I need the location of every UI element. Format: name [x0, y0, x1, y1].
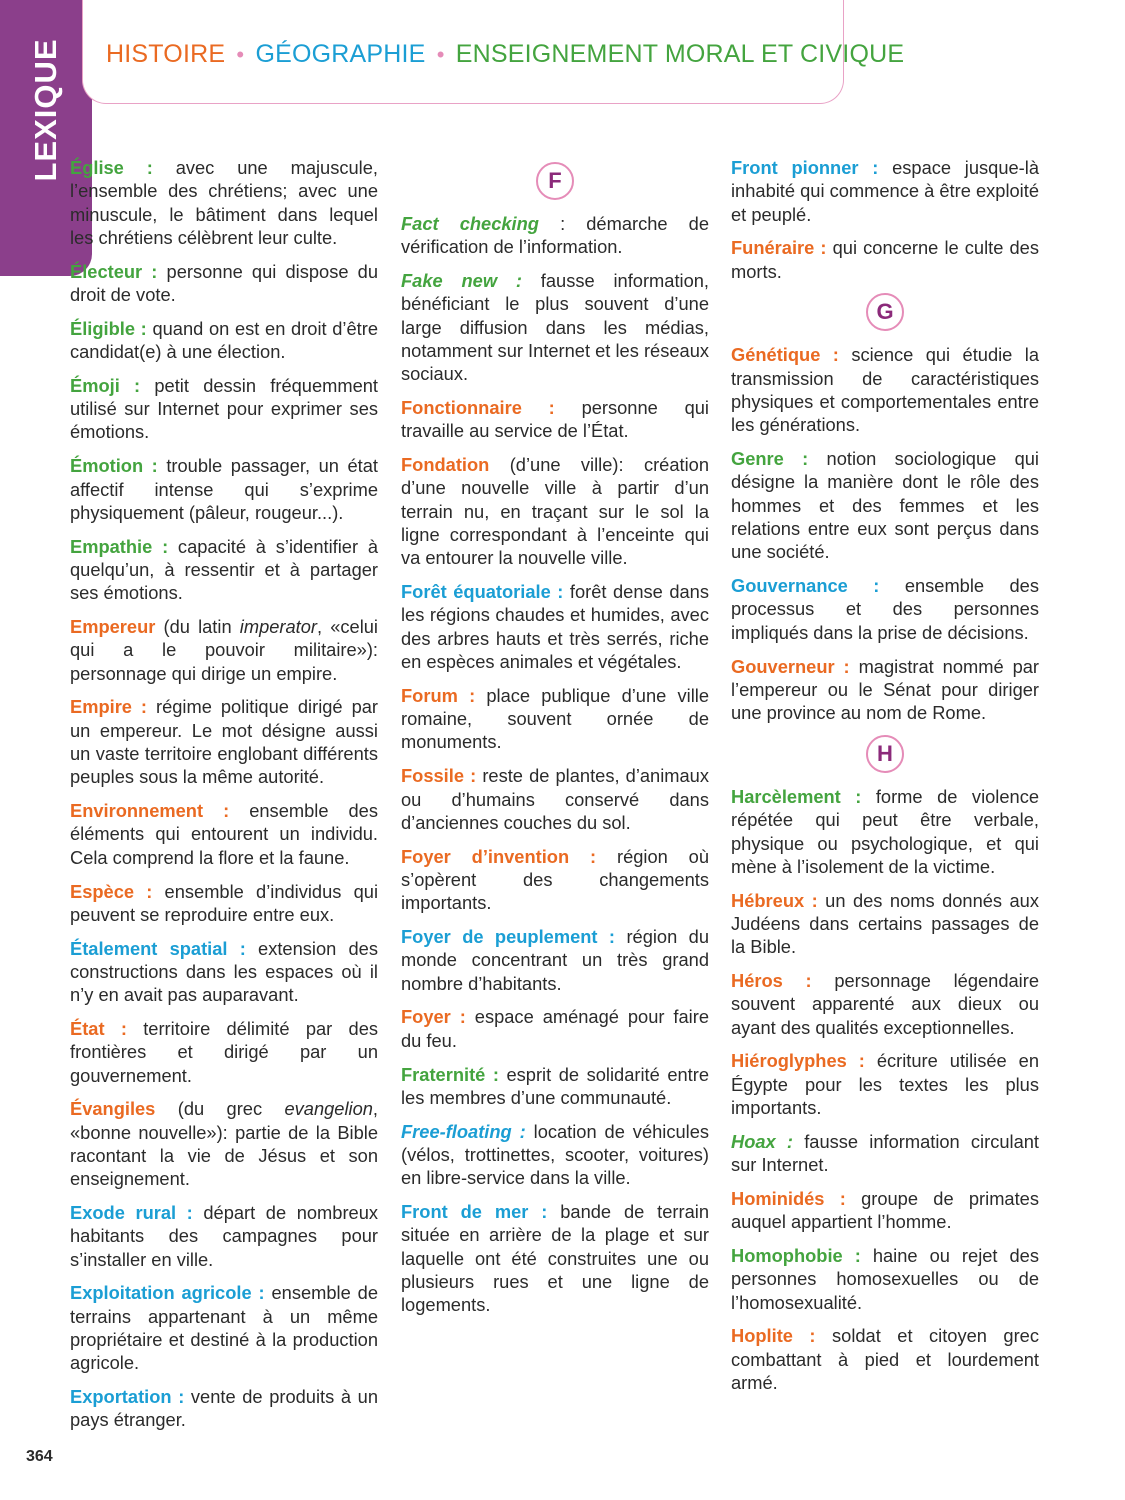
glossary-term: Foyer de peuplement : [401, 926, 616, 948]
glossary-entry [401, 396, 709, 443]
title-separator: • [236, 42, 245, 67]
glossary-term: Fraternité : [401, 1063, 499, 1085]
glossary-term: Forum : [401, 684, 476, 706]
glossary-entry [731, 1049, 1039, 1119]
glossary-entry [731, 1130, 1039, 1177]
glossary-definition: ensemble des éléments qui entourent un individu. Cela comprend la flore et la faune. [70, 800, 378, 868]
glossary-term: Genre : [731, 448, 809, 470]
glossary-column-1 [70, 156, 378, 1442]
glossary-definition: groupe de primates auquel appartient l’homme. [731, 1187, 1039, 1233]
glossary-entry [401, 925, 709, 995]
glossary-definition: capacité à s’identifier à quelqu’un, à ressentir et à partager ses émotions. [70, 535, 378, 604]
glossary-entry [70, 1017, 378, 1087]
glossary-term: Exportation : [70, 1386, 185, 1408]
glossary-definition: (du latin [155, 616, 240, 638]
glossary-entry [70, 317, 378, 364]
glossary-definition: ensemble de terrains appartenant à un même propriétaire et destiné à la production agricole. [70, 1282, 379, 1374]
glossary-definition: personne qui travaille au service de l’État. [401, 397, 709, 442]
glossary-term: Émotion : [70, 455, 158, 477]
glossary-definition: personne qui dispose du droit de vote. [70, 260, 378, 305]
glossary-definition: fausse information circulant sur Internet. [731, 1130, 1039, 1176]
glossary-column-2 [401, 156, 709, 1327]
glossary-term: Hoax : [731, 1130, 793, 1152]
glossary-term: Empathie : [70, 535, 169, 557]
glossary-term: Hoplite : [731, 1325, 816, 1347]
glossary-term: Émoji : [70, 374, 141, 396]
glossary-entry [401, 764, 709, 834]
glossary-term: Homophobie : [731, 1244, 861, 1266]
glossary-entry [70, 260, 378, 307]
glossary-entry [731, 889, 1039, 959]
glossary-entry [70, 615, 378, 685]
glossary-definition: petit dessin fréquemment utilisé sur Internet pour exprimer ses émotions. [70, 374, 378, 443]
glossary-definition: imperator [239, 616, 317, 638]
glossary-entry [401, 1120, 709, 1190]
glossary-entry [401, 1063, 709, 1110]
glossary-entry [731, 655, 1039, 725]
glossary-term: Électeur : [70, 260, 158, 282]
title-separator: • [436, 42, 445, 67]
glossary-definition: fausse information, bénéficiant le plus souvent d’une large diffusion dans les médias, notamment sur Internet et les réseaux sociaux. [401, 270, 709, 385]
glossary-definition: soldat et citoyen grec combattant à pied et lourdement armé. [731, 1325, 1039, 1393]
page-number: 364 [26, 1448, 53, 1465]
glossary-definition: haine ou rejet des personnes homosexuelles ou de l’homosexualité. [731, 1244, 1039, 1313]
glossary-entry [70, 1281, 378, 1374]
glossary-entry [401, 212, 709, 259]
glossary-definition: espace jusque-là inhabité qui commence à être exploité et peuplé. [731, 157, 1039, 225]
glossary-term: Environnement : [70, 800, 230, 822]
glossary-definition: avec une majuscule, l’ensemble des chrétiens; avec une minuscule, le bâtiment dans lequel les chrétiens célèbrent leur culte. [70, 157, 378, 248]
glossary-definition: vente de produits à un pays étranger. [70, 1386, 378, 1431]
glossary-entry [70, 937, 378, 1007]
glossary-definition: esprit de solidarité entre les membres d’une communauté. [401, 1063, 709, 1108]
glossary-definition: région du monde concentrant un très grand nombre d’habitants. [401, 926, 709, 994]
section-letter-wrap [731, 735, 1039, 773]
glossary-entry [70, 799, 378, 869]
glossary-definition: reste de plantes, d’animaux ou d’humains conservé dans d’anciennes couches du sol. [401, 765, 709, 833]
glossary-definition: bande de terrain située en arrière de la plage et sur laquelle ont été construites une ou plusieurs rues et une ligne de logements. [401, 1200, 709, 1316]
glossary-entry [731, 447, 1039, 563]
page-title [106, 40, 904, 69]
section-letter-wrap [401, 162, 709, 200]
glossary-column-3 [731, 156, 1039, 1405]
glossary-term: Gouverneur : [731, 655, 850, 677]
glossary-entry [401, 580, 709, 673]
glossary-term: Évangiles [70, 1098, 156, 1120]
glossary-term: État : [70, 1018, 127, 1039]
glossary-definition: région où s’opèrent des changements importants. [401, 845, 709, 914]
glossary-term: Forêt équatoriale : [401, 581, 564, 603]
glossary-term: Fake new : [401, 270, 522, 292]
glossary-definition: écriture utilisée en Égypte pour les textes les plus importants. [731, 1050, 1039, 1118]
glossary-definition: forêt dense dans les régions chaudes et humides, avec des arbres hauts et très serrés, riche en espèces animales et végétales. [401, 581, 709, 673]
glossary-definition: , «bonne nouvelle»): partie de la Bible racontant la vie de Jésus et son enseignement. [70, 1098, 378, 1190]
glossary-definition: ensemble d’individus qui peuvent se reproduire entre eux. [70, 880, 379, 925]
glossary-definition: magistrat nommé par l’empereur ou le Sénat pour diriger une province au nom de Rome. [731, 655, 1039, 724]
glossary-entry [70, 535, 378, 605]
glossary-definition: forme de violence répétée qui peut être verbale, physique ou psychologique, et qui mène à l’isolement de la victime. [731, 785, 1039, 877]
glossary-term: Espèce : [70, 880, 153, 902]
glossary-definition: personnage légendaire souvent apparenté aux dieux ou ayant des qualités exceptionnelles. [731, 970, 1039, 1038]
glossary-entry [401, 1005, 709, 1052]
glossary-entry [70, 1385, 378, 1432]
glossary-entry [401, 684, 709, 754]
glossary-definition: science qui étudie la transmission de caractéristiques physiques et comportementales entre les générations. [731, 344, 1039, 436]
glossary-term: Fondation [401, 454, 490, 476]
glossary-entry [70, 695, 378, 788]
side-tab-label: LEXIQUE [28, 38, 63, 182]
section-letter-g: G [866, 293, 904, 331]
glossary-definition: place publique d’une ville romaine, souvent ornée de monuments. [401, 684, 709, 753]
glossary-term: Exploitation agricole : [70, 1282, 265, 1304]
glossary-entry [731, 156, 1039, 226]
glossary-definition: espace aménagé pour faire du feu. [401, 1006, 709, 1051]
glossary-term: Funéraire : [731, 237, 827, 259]
glossary-entry [401, 845, 709, 915]
glossary-definition: (du grec [155, 1098, 285, 1120]
section-letter-h: H [866, 735, 904, 773]
glossary-entry [731, 1324, 1039, 1394]
glossary-term: Front pionner : [731, 157, 879, 178]
glossary-term: Éligible : [70, 317, 147, 339]
glossary-definition: quand on est en droit d’être candidat(e) à une élection. [70, 317, 378, 363]
glossary-entry [70, 374, 378, 444]
glossary-entry [70, 156, 378, 249]
glossary-definition: : démarche de vérification de l’information. [401, 213, 709, 258]
glossary-definition: extension des constructions dans les espaces où il n’y en avait pas auparavant. [70, 937, 378, 1006]
section-letter-f: F [536, 162, 574, 200]
glossary-term: Génétique : [731, 344, 839, 366]
glossary-term: Hiéroglyphes : [731, 1050, 865, 1072]
glossary-entry [70, 1201, 378, 1271]
section-letter-wrap [731, 293, 1039, 331]
glossary-entry [731, 343, 1039, 436]
glossary-term: Empereur [70, 616, 156, 638]
glossary-definition: qui concerne le culte des morts. [731, 237, 1039, 282]
glossary-term: Héros : [731, 970, 812, 992]
glossary-entry [731, 236, 1039, 283]
glossary-definition: evangelion [284, 1098, 373, 1120]
glossary-term: Église : [70, 157, 153, 178]
glossary-definition: trouble passager, un état affectif intense qui s’exprime physiquement (pâleur, rougeur...). [70, 455, 378, 523]
glossary-entry [731, 969, 1039, 1039]
glossary-entry [731, 785, 1039, 878]
glossary-definition: (d’une ville): création d’une nouvelle ville à partir d’un terrain nu, en traçant sur le sol la ligne correspondant à l’enceinte qui va entourer la nouvelle ville. [401, 454, 709, 569]
glossary-term: Hébreux : [731, 889, 818, 911]
title-histoire: HISTOIRE [106, 40, 226, 68]
glossary-entry [70, 880, 378, 927]
glossary-definition: ensemble des processus et des personnes impliqués dans la prise de décisions. [731, 575, 1039, 643]
glossary-definition: location de véhicules (vélos, trottinettes, scooter, voitures) en libre-service dans la ville. [401, 1120, 710, 1189]
glossary-term: Free-floating : [401, 1120, 526, 1142]
glossary-entry [401, 1200, 709, 1316]
glossary-definition: départ de nombreux habitants des campagnes pour s’installer en ville. [70, 1202, 379, 1270]
glossary-entry [731, 574, 1039, 644]
glossary-term: Hominidés : [731, 1187, 846, 1209]
glossary-entry [731, 1187, 1039, 1234]
glossary-definition: notion sociologique qui désigne la manière dont le rôle des hommes et des femmes et les relations entre eux sont perçus dans une société. [731, 448, 1039, 563]
glossary-term: Fact checking [401, 213, 539, 234]
glossary-definition: régime politique dirigé par un empereur. Le mot désigne aussi un vaste territoire englobant différents peuples sous la même autorité. [70, 696, 378, 788]
glossary-entry [70, 1097, 378, 1190]
glossary-definition: , «celui qui a le pouvoir militaire»): personnage qui dirige un empire. [70, 616, 378, 684]
glossary-term: Front de mer : [401, 1200, 548, 1222]
glossary-term: Empire : [70, 696, 148, 718]
glossary-term: Fonctionnaire : [401, 397, 555, 419]
title-geographie: GÉOGRAPHIE [255, 40, 426, 68]
glossary-entry [401, 269, 709, 385]
glossary-term: Harcèlement : [731, 785, 862, 807]
glossary-entry [731, 1244, 1039, 1314]
glossary-definition: territoire délimité par des frontières et dirigé par un gouvernement. [70, 1018, 379, 1086]
glossary-definition: un des noms donnés aux Judéens dans certains passages de la Bible. [731, 889, 1039, 958]
glossary-term: Foyer : [401, 1006, 466, 1028]
glossary-term: Étalement spatial : [70, 937, 246, 959]
glossary-entry [401, 453, 709, 569]
glossary-term: Fossile : [401, 765, 477, 787]
title-emc: ENSEIGNEMENT MORAL ET CIVIQUE [455, 40, 905, 68]
glossary-term: Exode rural : [70, 1202, 193, 1224]
glossary-term: Gouvernance : [731, 575, 880, 597]
glossary-term: Foyer d’invention : [401, 845, 597, 867]
glossary-entry [70, 454, 378, 524]
